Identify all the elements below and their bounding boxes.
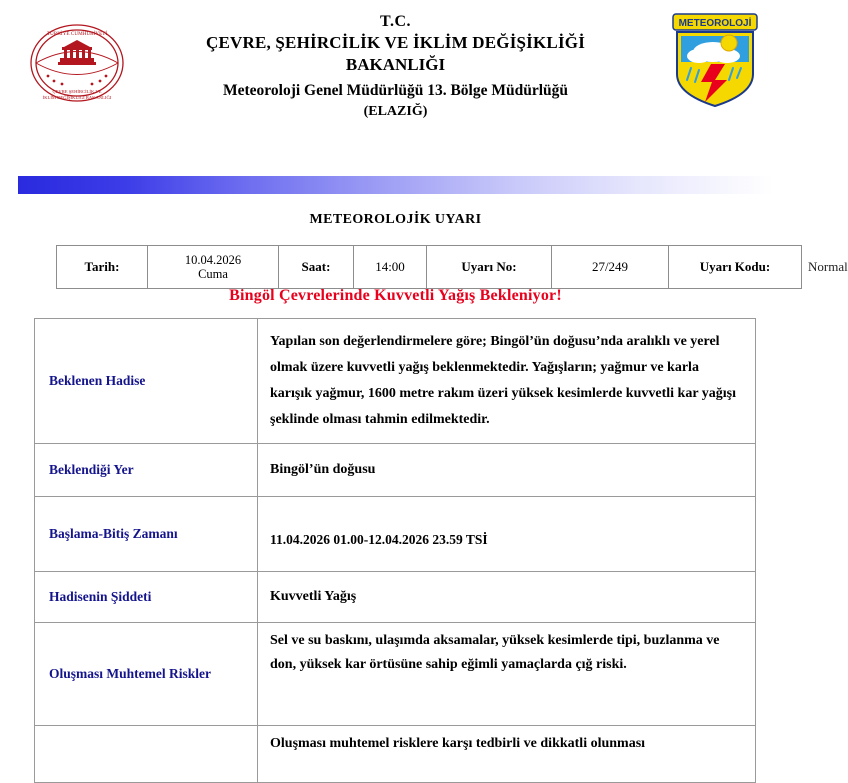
warning-no-label: Uyarı No: (427, 246, 552, 289)
date-value (148, 246, 279, 289)
header-line-city: (ELAZIĞ) (363, 104, 428, 119)
row-value-start-end-time: 11.04.2026 01.00-12.04.2026 23.59 TSİ (258, 497, 756, 572)
table-row (35, 726, 756, 783)
warning-details-table (34, 318, 756, 783)
header-line-ministry: ÇEVRE, ŞEHİRCİLİK VE İKLİM DEĞİŞİKLİĞİ (205, 33, 586, 52)
row-value-expected-area: Bingöl’ün doğusu (258, 444, 756, 497)
header-line-ministry2: BAKANLIĞI (345, 55, 446, 74)
decorative-gradient-bar (18, 176, 773, 194)
document-header (0, 0, 791, 150)
warning-code-label: Uyarı Kodu: (669, 246, 802, 289)
table-row (35, 444, 756, 497)
svg-text:METEOROLOJİ: METEOROLOJİ (678, 18, 752, 29)
row-label-possible-risks: Oluşması Muhtemel Riskler (35, 623, 258, 726)
date-value-line1: 10.04.2026 (184, 253, 242, 267)
row-label-expected-event: Beklenen Hadise (35, 319, 258, 444)
svg-text:TÜRKİYE CUMHURİYETİ: TÜRKİYE CUMHURİYETİ (46, 31, 108, 37)
row-value-severity: Kuvvetli Yağış (258, 572, 756, 623)
warning-headline: Bingöl Çevrelerinde Kuvvetli Yağış Bekleniyor! (229, 287, 562, 304)
table-row (35, 497, 756, 572)
warning-no-value: 27/249 (552, 246, 669, 289)
row-value-precautions: Oluşması muhtemel risklere karşı tedbirli ve dikkatli olunması (258, 726, 756, 783)
table-row (35, 623, 756, 726)
row-value-expected-event: Yapılan son değerlendirmelere göre; Bingöl’ün doğusu’nda aralıklı ve yerel olmak üzere kuvvetli yağış beklenmektedir. Yağışların; yağmur ve karla karışık yağmur, 1600 metre rakım üzeri yüksek kesimlerde kuvvetli kar yağışı şeklinde olması tahmin edilmektedir. (258, 319, 756, 444)
time-value: 14:00 (354, 246, 427, 289)
row-label-severity: Hadisenin Şiddeti (35, 572, 258, 623)
svg-text:İKLİM DEĞİŞİKLİĞİ BAKANLIĞI: İKLİM DEĞİŞİKLİĞİ BAKANLIĞI (42, 95, 112, 100)
date-value-line2: Cuma (198, 267, 228, 281)
header-line-directorate: Meteoroloji Genel Müdürlüğü 13. Bölge Müdürlüğü (222, 82, 569, 99)
table-row: Tarih: 10.04.2026 Cuma Saat: 14:00 Uyarı No: 27/249 Uyarı Kodu: Normal (57, 246, 802, 289)
svg-text:ÇEVRE ŞEHİRCİLİK VE: ÇEVRE ŞEHİRCİLİK VE (52, 89, 102, 94)
warning-info-table (56, 245, 848, 289)
row-label-start-end-time: Başlama-Bitiş Zamanı (35, 497, 258, 572)
header-line-tc: T.C. (379, 13, 412, 30)
row-value-possible-risks: Sel ve su baskını, ulaşımda aksamalar, yüksek kesimlerde tipi, buzlanma ve don, yüksek kar örtüsüne sahip eğimli yamaçlarda çığ riski. (258, 623, 756, 726)
row-label-expected-area: Beklendiği Yer (35, 444, 258, 497)
table-row (35, 572, 756, 623)
page-title: METEOROLOJİK UYARI (309, 212, 482, 227)
meteoroloji-logo-icon (667, 12, 763, 110)
date-label: Tarih: (57, 246, 148, 289)
time-label: Saat: (279, 246, 354, 289)
row-label-precautions (35, 726, 258, 783)
table-row (35, 319, 756, 444)
